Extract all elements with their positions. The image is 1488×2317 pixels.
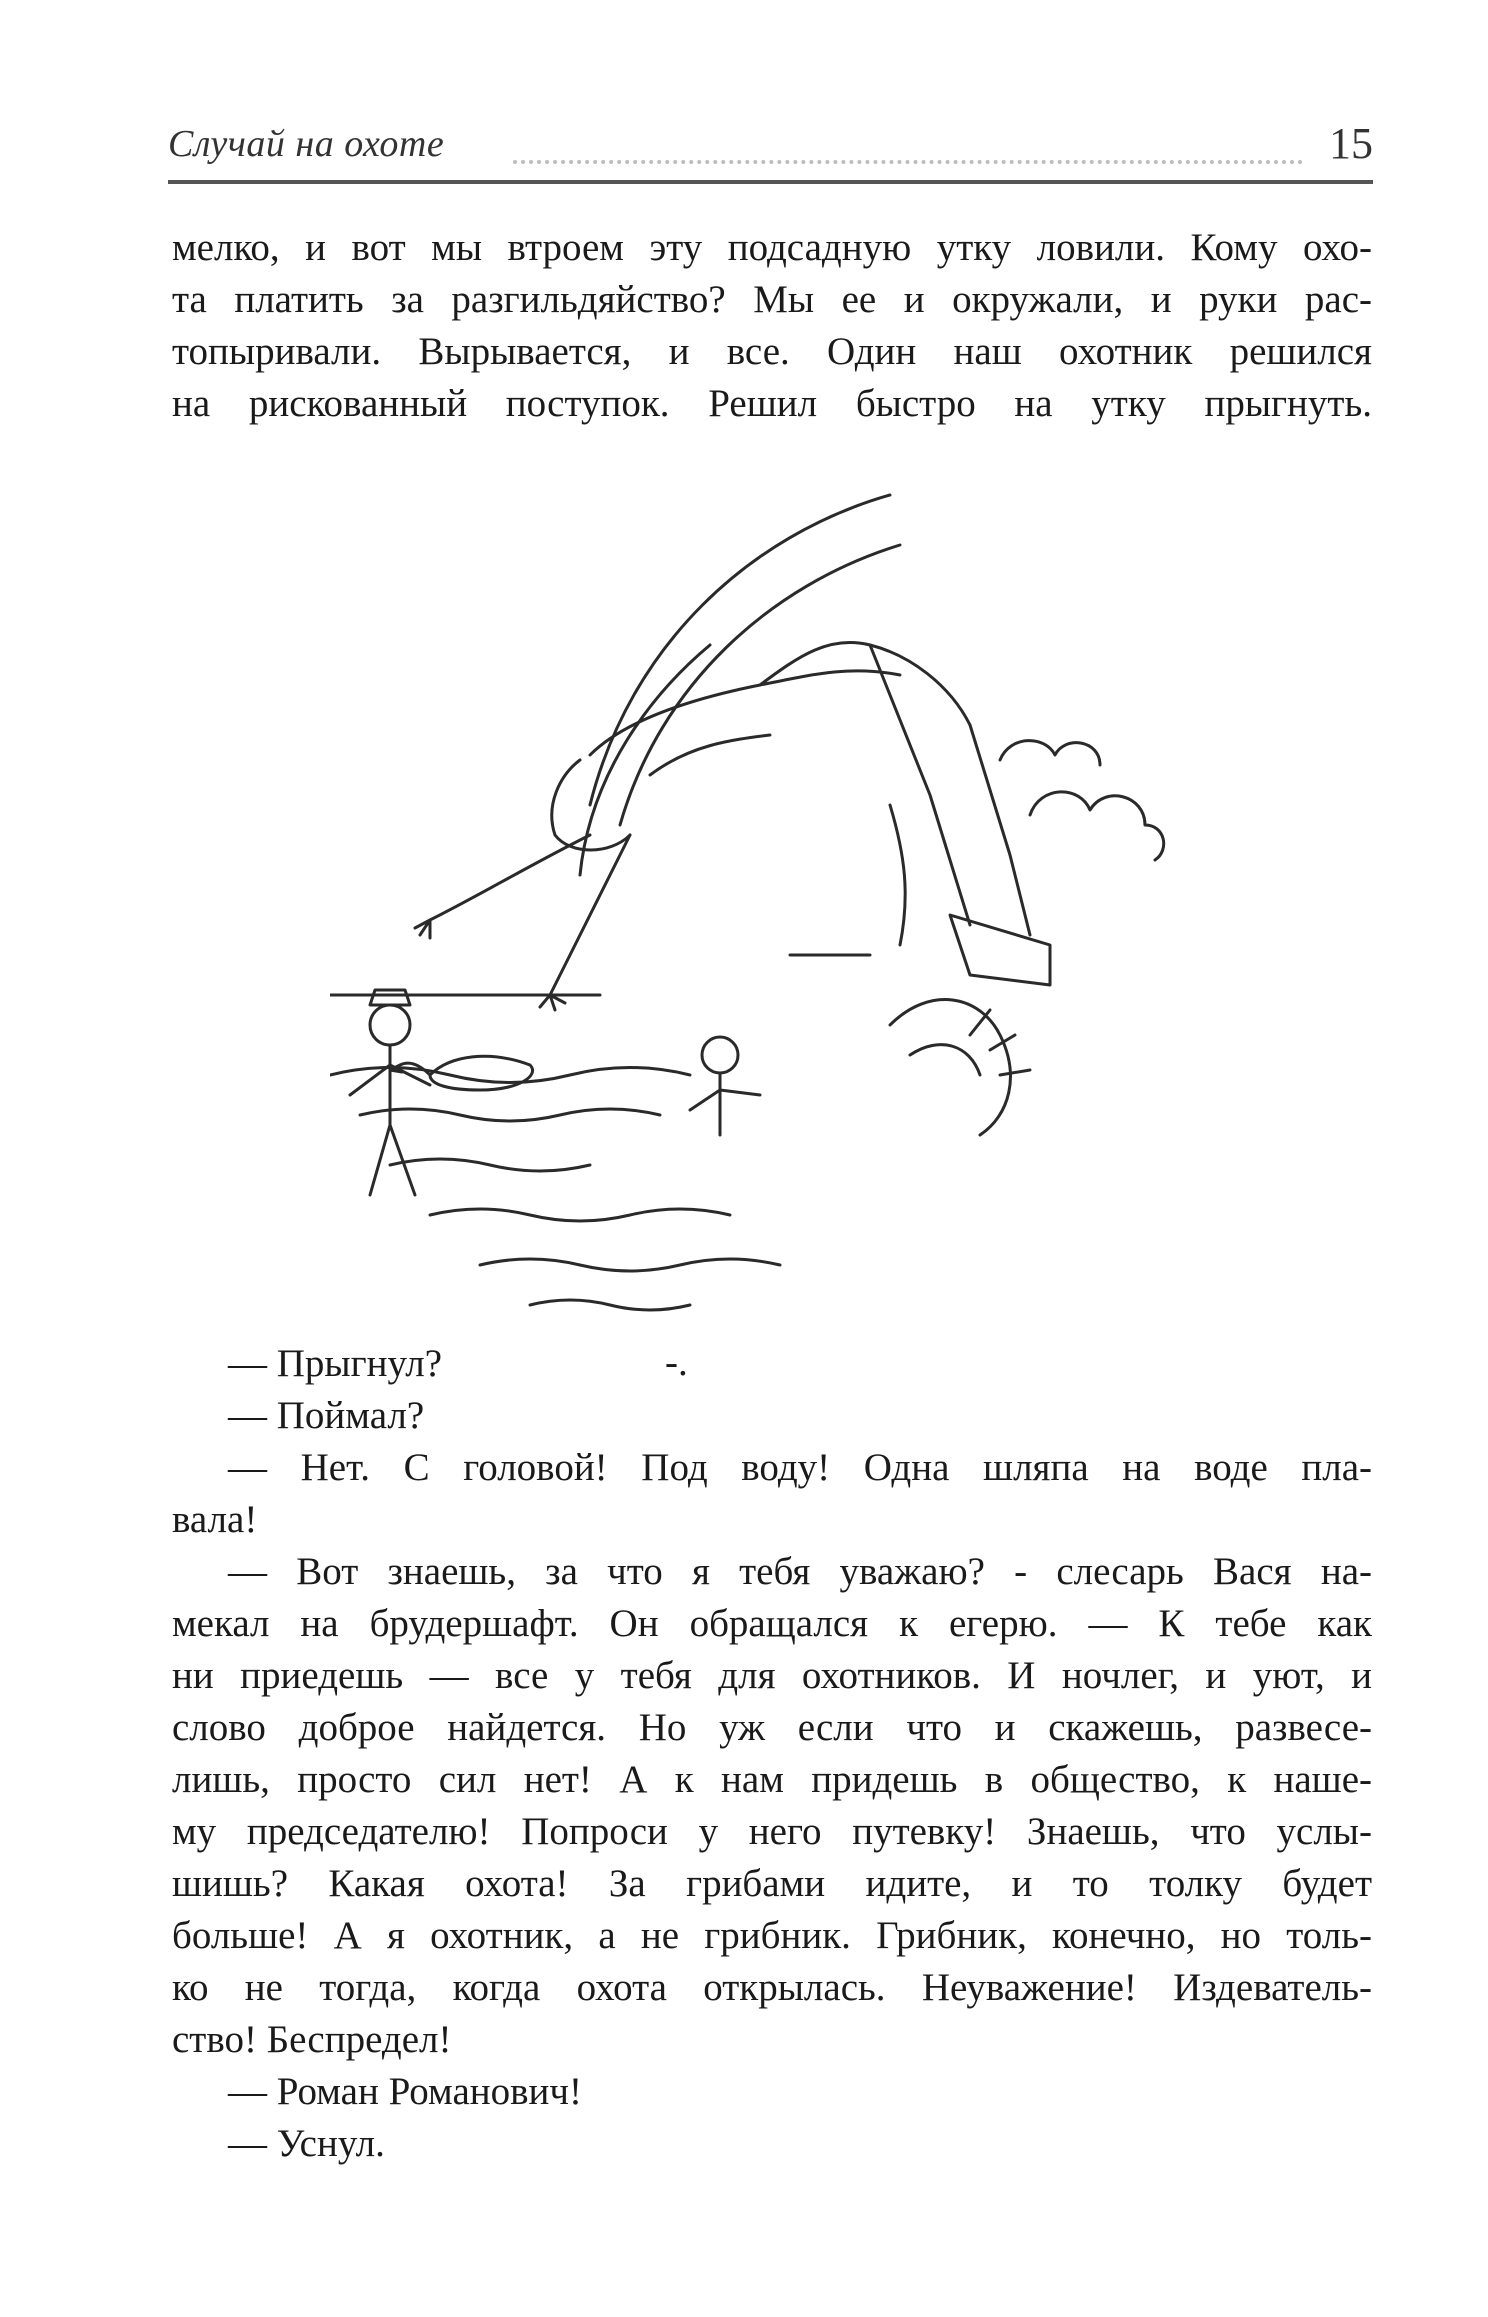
dialog-line: слово доброе найдется. Но уж если что и скажешь, развесе- bbox=[172, 1706, 1372, 1749]
dialog-line: — Уснул. bbox=[228, 2122, 385, 2165]
running-title: Случай на охоте bbox=[168, 123, 445, 165]
dialog-line: больше! А я охотник, а не грибник. Грибник, конечно, но толь- bbox=[172, 1914, 1372, 1957]
dialog-line: вала! bbox=[172, 1498, 258, 1541]
page-header bbox=[168, 118, 1373, 178]
hunter-diving-for-duck-illustration bbox=[330, 475, 1210, 1315]
dialog-line: — Нет. С головой! Под воду! Одна шляпа на воде пла- bbox=[228, 1446, 1372, 1489]
paragraph-line: мелко, и вот мы втроем эту подсадную утку ловили. Кому охо- bbox=[172, 226, 1372, 269]
dialog-line: — Роман Романович! bbox=[228, 2070, 583, 2113]
dialog-line: ни приедешь — все у тебя для охотников. И ночлег, и уют, и bbox=[172, 1654, 1372, 1697]
paragraph-line: та платить за разгильдяйство? Мы ее и окружали, и руки рас- bbox=[172, 278, 1372, 321]
stray-mark: -. bbox=[665, 1341, 688, 1384]
paragraph-line: на рискованный поступок. Решил быстро на утку прыгнуть. bbox=[172, 382, 1372, 425]
dialog-line: ко не тогда, когда охота открылась. Неуважение! Издеватель- bbox=[172, 1966, 1372, 2009]
page-number: 15 bbox=[1329, 119, 1373, 168]
dialog-line: лишь, просто сил нет! А к нам придешь в общество, к наше- bbox=[172, 1758, 1372, 1801]
paragraph-line: топыривали. Вырывается, и все. Один наш охотник решился bbox=[172, 330, 1372, 373]
dialog-line: — Вот знаешь, за что я тебя уважаю? - слесарь Вася на- bbox=[228, 1550, 1372, 1593]
dialog-line: му председателю! Попроси у него путевку! Знаешь, что услы- bbox=[172, 1810, 1372, 1853]
header-rule bbox=[168, 180, 1373, 184]
top-paragraph bbox=[172, 222, 1372, 430]
dialog-line: мекал на брудершафт. Он обращался к егерю. — К тебе как bbox=[172, 1602, 1372, 1645]
dialog-line: — Поймал? bbox=[228, 1394, 425, 1437]
dialog-line: — Прыгнул? bbox=[228, 1342, 443, 1385]
header-dot-leader bbox=[513, 150, 1303, 164]
dialog-line: ство! Беспредел! bbox=[172, 2018, 452, 2061]
dialog-line: шишь? Какая охота! За грибами идите, и то толку будет bbox=[172, 1862, 1372, 1905]
dialog-block bbox=[172, 1338, 1372, 2170]
